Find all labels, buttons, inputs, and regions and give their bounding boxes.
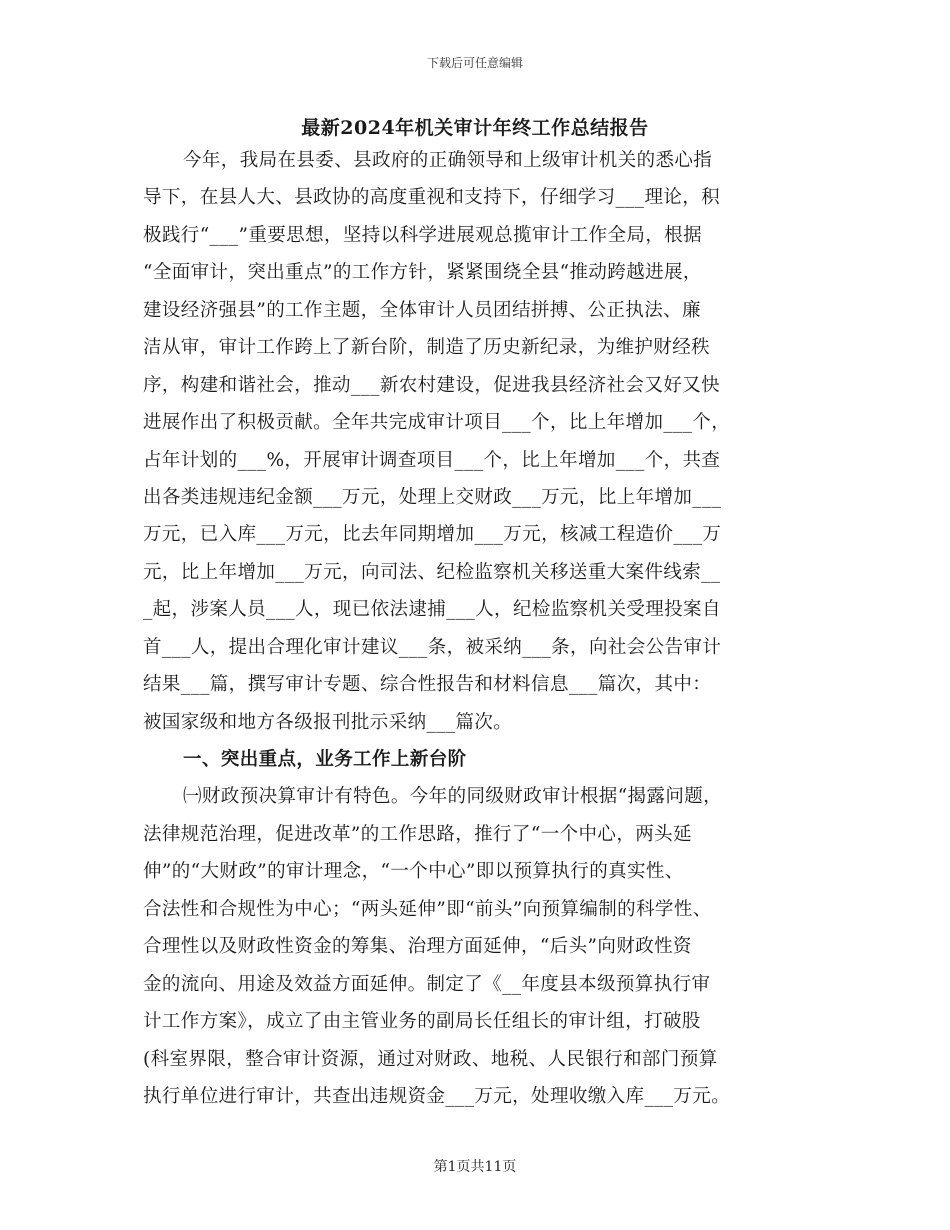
page-number-footer: 第1页共11页 [433, 1159, 517, 1175]
page-header-note: 下载后可任意编辑 [426, 56, 523, 70]
paragraph-line: 今年，我局在县委、县政府的正确领导和上级审计机关的悉心指 [183, 150, 713, 171]
paragraph-line: 被国家级和地方各级报刊批示采纳___篇次。 [143, 712, 513, 733]
paragraph-line: _起，涉案人员___人，现已依法逮捕___人，纪检监察机关受理投案自 [143, 599, 721, 620]
paragraph-line: 合理性以及财政性资金的筹集、治理方面延伸，“后头”向财政性资 [143, 936, 692, 957]
paragraph-line: 伸”的“大财政”的审计理念，“一个中心”即以预算执行的真实性、 [143, 861, 684, 882]
paragraph-line: 极践行“___”重要思想，坚持以科学进展观总揽审计工作全局，根据 [143, 225, 702, 246]
paragraph-line: 万元，已入库___万元，比去年同期增加___万元，核减工程造价___万 [143, 524, 722, 545]
paragraph-line: 执行单位进行审计，共查出违规资金___万元，处理收缴入库___万元。 [143, 1086, 731, 1107]
paragraph-line: 金的流向、用途及效益方面延伸。制定了《__年度县本级预算执行审 [143, 974, 711, 995]
section-heading: 一、突出重点，业务工作上新台阶 [183, 749, 467, 770]
paragraph-line: 出各类违规违纪金额___万元，处理上交财政___万元，比上年增加___ [143, 487, 722, 508]
document-title: 最新2024年机关审计年终工作总结报告 [301, 117, 649, 139]
paragraph-line: ㈠财政预决算审计有特色。今年的同级财政审计根据“揭露问题， [183, 786, 723, 807]
paragraph-line: (科室界限，整合审计资源，通过对财政、地税、人民银行和部门预算 [143, 1049, 718, 1070]
paragraph-line: 占年计划的___%，开展审计调查项目___个，比上年增加___个，共查 [143, 450, 721, 471]
paragraph-line: 结果___篇，撰写审计专题、综合性报告和材料信息___篇次，其中： [143, 674, 712, 695]
paragraph-line: 洁从审，审计工作跨上了新台阶，制造了历史新纪录，为维护财经秩 [143, 337, 711, 358]
paragraph-line: 导下，在县人大、县政协的高度重视和支持下，仔细学习___理论，积 [143, 187, 721, 208]
paragraph-line: 首___人，提出合理化审计建议___条，被采纳___条，向社会公告审计 [143, 637, 722, 658]
paragraph-line: 序，构建和谐社会，推动___新农村建设，促进我县经济社会又好又快 [143, 375, 721, 396]
paragraph-line: 建设经济强县”的工作主题，全体审计人员团结拼搏、公正执法、廉 [143, 300, 701, 321]
paragraph-line: 合法性和合规性为中心；“两头延伸”即“前头”向预算编制的科学性、 [143, 899, 712, 920]
paragraph-line: 法律规范治理，促进改革”的工作思路，推行了“一个中心，两头延 [143, 824, 692, 845]
paragraph-line: “全面审计，突出重点”的工作方针，紧紧围绕全县“推动跨越进展， [143, 262, 702, 283]
paragraph-line: 进展作出了积极贡献。全年共完成审计项目___个，比上年增加___个， [143, 412, 731, 433]
paragraph-line: 计工作方案》，成立了由主管业务的副局长任组长的审计组，打破股 [143, 1011, 701, 1032]
paragraph-line: 元，比上年增加___万元，向司法、纪检监察机关移送重大案件线索__ [143, 562, 721, 583]
